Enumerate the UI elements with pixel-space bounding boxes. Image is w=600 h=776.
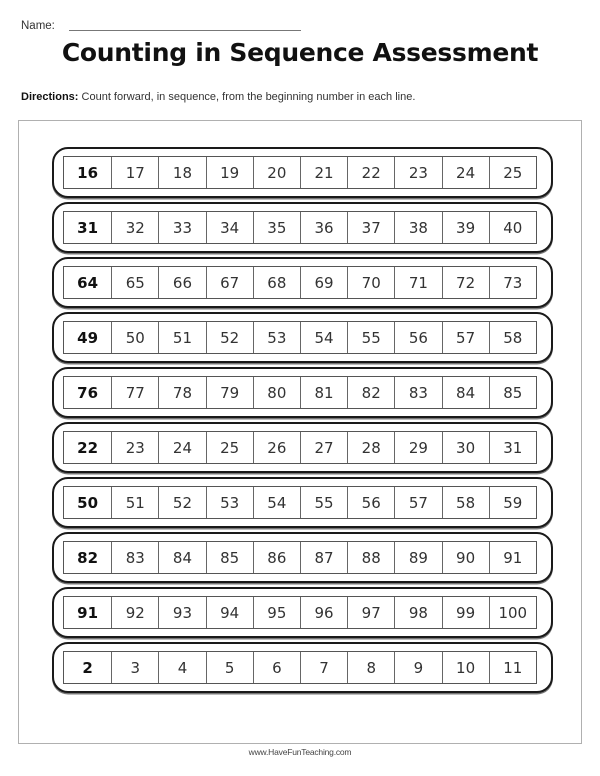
number-cell: 53: [253, 322, 300, 353]
footer-site: www.HaveFunTeaching.com: [248, 747, 352, 757]
sequence-row: [52, 147, 553, 198]
number-cell: 57: [442, 322, 489, 353]
number-cell: 19: [206, 157, 253, 188]
number-cell: 68: [253, 267, 300, 298]
number-cell: 26: [253, 432, 300, 463]
start-number-cell: 64: [77, 273, 99, 292]
number-cell: 57: [394, 487, 441, 518]
number-cell: 24: [158, 432, 205, 463]
start-number-cell: 16: [77, 163, 99, 182]
number-cell: 40: [489, 212, 536, 243]
number-cell: 83: [111, 542, 158, 573]
number-cell: 36: [300, 212, 347, 243]
number-cell: 3: [111, 652, 158, 683]
number-cell: 37: [347, 212, 394, 243]
number-cell: 93: [158, 597, 205, 628]
number-cell: 72: [442, 267, 489, 298]
number-cell: 70: [347, 267, 394, 298]
number-cells: [63, 266, 537, 299]
name-field-row: [21, 17, 55, 33]
number-cell: 78: [158, 377, 205, 408]
number-cell: 96: [300, 597, 347, 628]
number-cell: 54: [253, 487, 300, 518]
number-cell: 69: [300, 267, 347, 298]
number-cells: [63, 596, 537, 629]
number-cell: 56: [394, 322, 441, 353]
number-cell: 84: [158, 542, 205, 573]
start-number-cell: 31: [77, 218, 99, 237]
number-cell: 97: [347, 597, 394, 628]
number-cell: 8: [347, 652, 394, 683]
sequence-row: [52, 422, 553, 473]
number-cell: 7: [300, 652, 347, 683]
number-cell: 29: [394, 432, 441, 463]
number-cell: 81: [300, 377, 347, 408]
number-cell: 24: [442, 157, 489, 188]
number-cell: 5: [206, 652, 253, 683]
number-cell: 30: [442, 432, 489, 463]
sequence-row: [52, 587, 553, 638]
number-cell: 17: [111, 157, 158, 188]
number-cell: 84: [442, 377, 489, 408]
sequence-row: [52, 202, 553, 253]
directions-text: Count forward, in sequence, from the beginning number in each line.: [78, 91, 416, 103]
number-cell: 85: [489, 377, 536, 408]
number-cells: [63, 486, 537, 519]
sequence-row: [52, 312, 553, 363]
directions: [21, 90, 415, 104]
number-cell: 59: [489, 487, 536, 518]
number-cell: 23: [111, 432, 158, 463]
sequence-rows: [52, 147, 553, 697]
number-cell: 92: [111, 597, 158, 628]
number-cells: [63, 321, 537, 354]
start-number-cell: 2: [82, 658, 93, 677]
number-cell: 54: [300, 322, 347, 353]
number-cell: 39: [442, 212, 489, 243]
number-cell: 87: [300, 542, 347, 573]
number-cell: 35: [253, 212, 300, 243]
number-cell: 52: [206, 322, 253, 353]
number-cell: 4: [158, 652, 205, 683]
number-cell: 51: [158, 322, 205, 353]
number-cell: 67: [206, 267, 253, 298]
number-cell: 66: [158, 267, 205, 298]
number-cell: 10: [442, 652, 489, 683]
number-cell: 86: [253, 542, 300, 573]
number-cell: 20: [253, 157, 300, 188]
number-cell: 82: [347, 377, 394, 408]
number-cell: 55: [347, 322, 394, 353]
number-cell: 65: [111, 267, 158, 298]
number-cell: 9: [394, 652, 441, 683]
number-cell: 94: [206, 597, 253, 628]
number-cell: 27: [300, 432, 347, 463]
number-cell: 71: [394, 267, 441, 298]
sequence-row: [52, 257, 553, 308]
page-title: Counting in Sequence Assessment: [61, 38, 539, 67]
number-cell: 18: [158, 157, 205, 188]
number-cell: 22: [347, 157, 394, 188]
number-cell: 21: [300, 157, 347, 188]
number-cell: 91: [489, 542, 536, 573]
number-cell: 56: [347, 487, 394, 518]
number-cell: 89: [394, 542, 441, 573]
number-cell: 77: [111, 377, 158, 408]
number-cell: 50: [111, 322, 158, 353]
name-write-line[interactable]: [69, 30, 301, 31]
number-cell: 58: [489, 322, 536, 353]
number-cell: 83: [394, 377, 441, 408]
number-cell: 51: [111, 487, 158, 518]
number-cell: 73: [489, 267, 536, 298]
number-cell: 55: [300, 487, 347, 518]
start-number-cell: 22: [77, 438, 99, 457]
name-label: Name:: [21, 20, 55, 32]
number-cell: 80: [253, 377, 300, 408]
number-cells: [63, 651, 537, 684]
number-cell: 79: [206, 377, 253, 408]
sequence-row: [52, 642, 553, 693]
number-cell: 95: [253, 597, 300, 628]
number-cell: 11: [489, 652, 536, 683]
number-cell: 58: [442, 487, 489, 518]
number-cells: [63, 541, 537, 574]
number-cell: 28: [347, 432, 394, 463]
sequence-row: [52, 477, 553, 528]
number-cell: 25: [206, 432, 253, 463]
number-cells: [63, 431, 537, 464]
number-cell: 32: [111, 212, 158, 243]
number-cell: 33: [158, 212, 205, 243]
number-cell: 98: [394, 597, 441, 628]
sequence-row: [52, 532, 553, 583]
number-cell: 23: [394, 157, 441, 188]
number-cell: 34: [206, 212, 253, 243]
number-cells: [63, 376, 537, 409]
number-cell: 6: [253, 652, 300, 683]
number-cells: [63, 156, 537, 189]
number-cell: 53: [206, 487, 253, 518]
number-cell: 99: [442, 597, 489, 628]
number-cell: 90: [442, 542, 489, 573]
number-cell: 85: [206, 542, 253, 573]
start-number-cell: 91: [77, 603, 99, 622]
number-cell: 100: [489, 597, 536, 628]
start-number-cell: 82: [77, 548, 99, 567]
number-cell: 25: [489, 157, 536, 188]
number-cell: 31: [489, 432, 536, 463]
number-cells: [63, 211, 537, 244]
start-number-cell: 76: [77, 383, 99, 402]
start-number-cell: 50: [77, 493, 99, 512]
number-cell: 38: [394, 212, 441, 243]
sequence-row: [52, 367, 553, 418]
directions-label: Directions:: [21, 91, 79, 103]
number-cell: 88: [347, 542, 394, 573]
start-number-cell: 49: [77, 328, 99, 347]
number-cell: 52: [158, 487, 205, 518]
